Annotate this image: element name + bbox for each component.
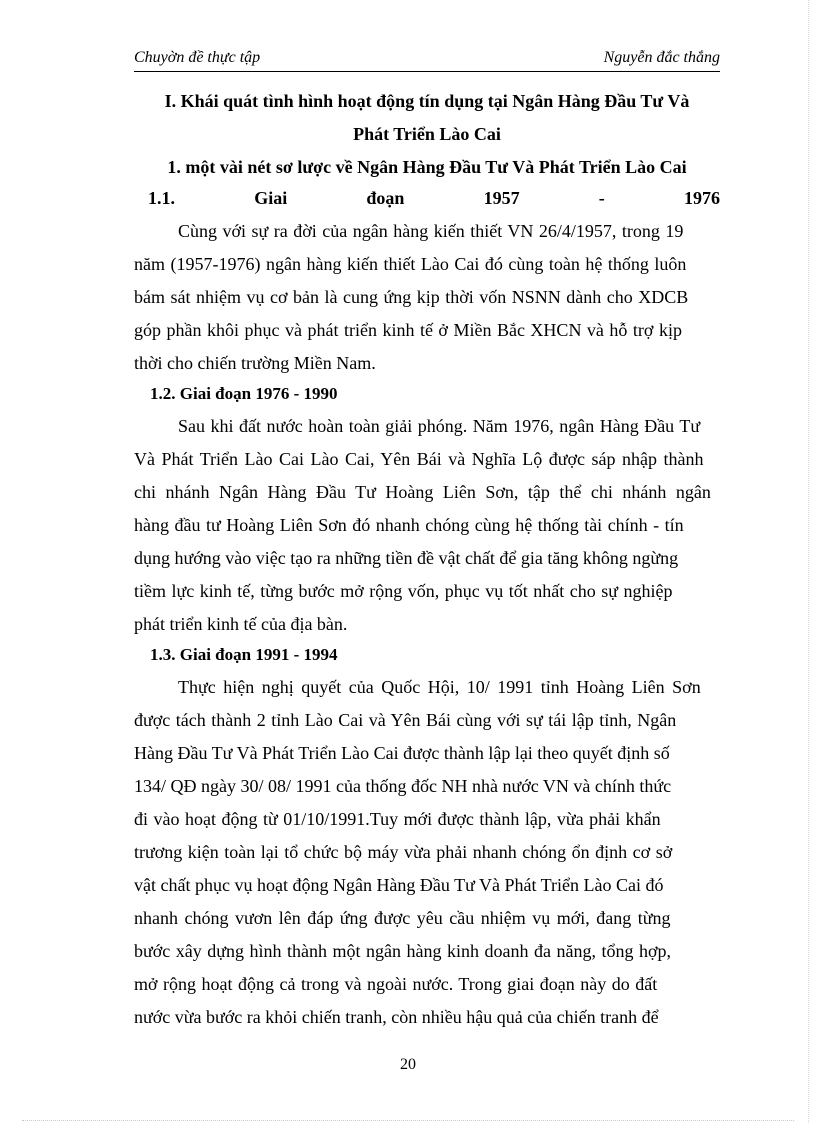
heading-2: 1. một vài nét sơ lược về Ngân Hàng Đầu Tư Và Phát Triển Lào Cai <box>167 157 687 177</box>
header-left-title: Chuyờn đề thực tập <box>134 49 261 66</box>
paragraph-line: dụng hướng vào việc tạo ra những tiền đề vật chất để gia tăng không ngừng <box>134 548 679 568</box>
paragraph-line: được tách thành 2 tỉnh Lào Cai và Yên Bái cùng với sự tái lập tỉnh, Ngân <box>134 710 677 730</box>
page-edge-dotted-line <box>22 1120 794 1121</box>
section-1-word-giai: Giai <box>254 188 288 208</box>
paragraph-line: thời cho chiến trường Miền Nam. <box>134 353 376 373</box>
section-1-number: 1.1. <box>148 188 175 208</box>
paragraph-line: Thực hiện nghị quyết của Quốc Hội, 10/ 1991 tỉnh Hoàng Liên Sơn <box>178 677 701 697</box>
paragraph-line: 134/ QĐ ngày 30/ 08/ 1991 của thống đốc NH nhà nước VN và chính thức <box>134 776 672 796</box>
section-1-word-doan: đoạn <box>366 188 405 208</box>
paragraph-line: góp phần khôi phục và phát triển kinh tế ở Miền Bắc XHCN và hỗ trợ kịp <box>134 320 682 340</box>
section-1-dash: - <box>598 188 605 208</box>
paragraph-line: Hàng Đầu Tư Và Phát Triển Lào Cai được thành lập lại theo quyết định số <box>134 743 670 763</box>
paragraph-line: nước vừa bước ra khỏi chiến tranh, còn nhiều hậu quả của chiến tranh để <box>134 1007 659 1027</box>
paragraph-line: vật chất phục vụ hoạt động Ngân Hàng Đầu Tư Và Phát Triển Lào Cai đó <box>134 875 664 895</box>
heading-1-line-1: I. Khái quát tình hình hoạt động tín dụng tại Ngân Hàng Đầu Tư Và <box>164 91 690 111</box>
section-1-title <box>148 188 720 208</box>
section-3-title: 1.3. Giai đoạn 1991 - 1994 <box>150 645 338 664</box>
section-1-year-start: 1957 <box>483 188 520 208</box>
paragraph-line: trương kiện toàn lại tổ chức bộ máy vừa phải nhanh chóng ổn định cơ sở <box>134 842 673 862</box>
paragraph-line: năm (1957-1976) ngân hàng kiến thiết Lào Cai đó cùng toàn hệ thống luôn <box>134 254 687 274</box>
paragraph-line: bám sát nhiệm vụ cơ bản là cung ứng kịp thời vốn NSNN dành cho XDCB <box>134 287 689 307</box>
paragraph-line: chi nhánh Ngân Hàng Đầu Tư Hoàng Liên Sơn, tập thể chi nhánh ngân <box>134 482 711 502</box>
page-side-dotted-line <box>808 0 809 1123</box>
paragraph-line: mở rộng hoạt động cả trong và ngoài nước. Trong giai đoạn này do đất <box>134 974 658 994</box>
paragraph-line: phát triển kinh tế của địa bàn. <box>134 614 348 634</box>
paragraph-line: tiềm lực kinh tế, từng bước mở rộng vốn, phục vụ tốt nhất cho sự nghiệp <box>134 581 673 601</box>
paragraph-line: Và Phát Triển Lào Cai Lào Cai, Yên Bái và Nghĩa Lộ được sáp nhập thành <box>134 449 704 469</box>
paragraph-line: bước xây dựng hình thành một ngân hàng kinh doanh đa năng, tổng hợp, <box>134 941 671 961</box>
section-1-year-end: 1976 <box>683 188 720 208</box>
paragraph-line: hàng đầu tư Hoàng Liên Sơn đó nhanh chóng cùng hệ thống tài chính - tín <box>134 515 684 535</box>
paragraph-line: Cùng với sự ra đời của ngân hàng kiến thiết VN 26/4/1957, trong 19 <box>178 221 684 241</box>
paragraph-line: nhanh chóng vươn lên đáp ứng được yêu cầu nhiệm vụ mới, đang từng <box>134 908 671 928</box>
paragraph-line: Sau khi đất nước hoàn toàn giải phóng. Năm 1976, ngân Hàng Đầu Tư <box>178 416 701 436</box>
page-number: 20 <box>400 1056 416 1073</box>
paragraph-line: đi vào hoạt động từ 01/10/1991.Tuy mới được thành lập, vừa phải khẩn <box>134 809 661 829</box>
section-2-title: 1.2. Giai đoạn 1976 - 1990 <box>150 384 338 403</box>
heading-1-line-2: Phát Triển Lào Cai <box>353 124 501 144</box>
page-header <box>134 49 720 72</box>
header-author: Nguyễn đắc thắng <box>603 49 720 66</box>
